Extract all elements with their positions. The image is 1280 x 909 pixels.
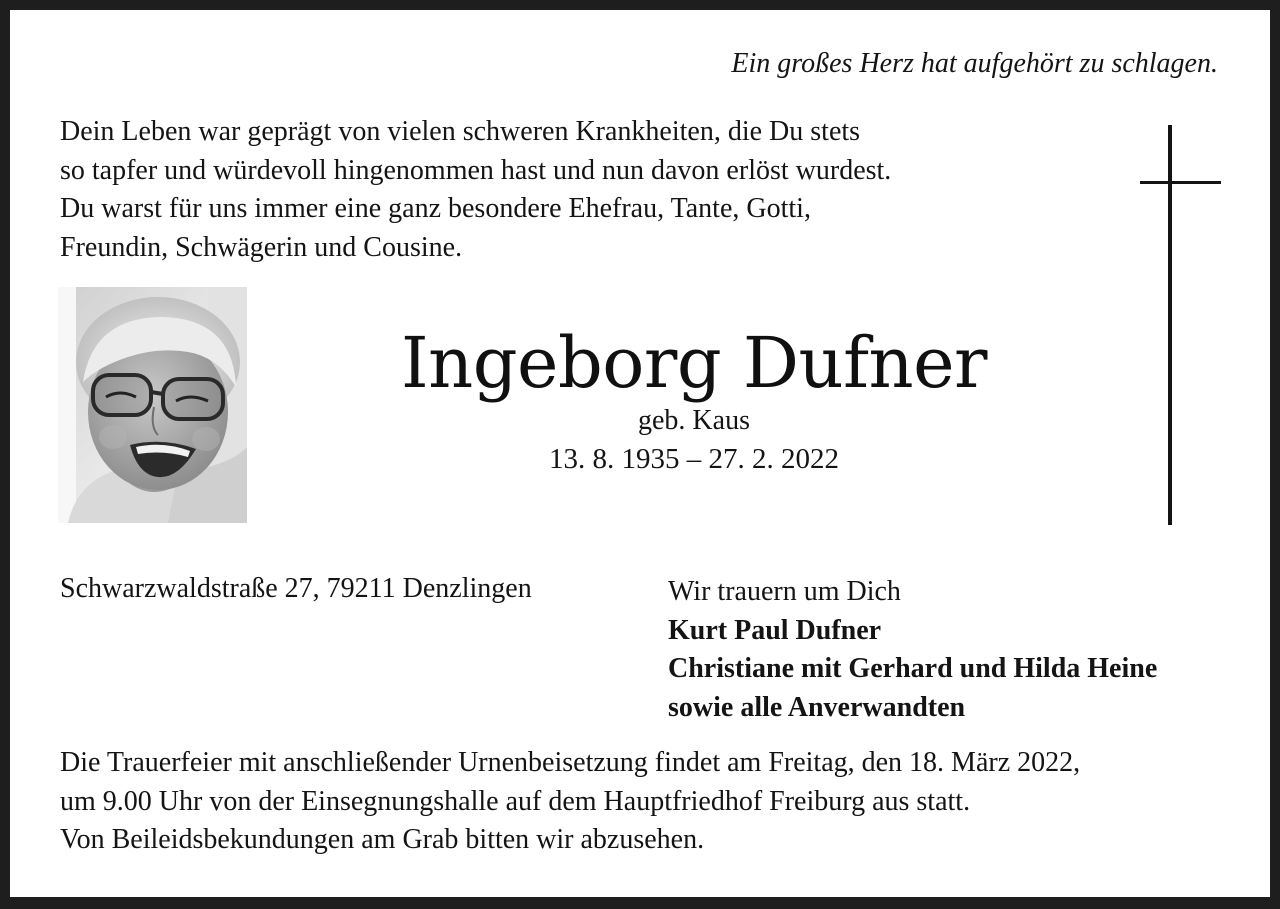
intro-line: Du warst für uns immer eine ganz besondere Ehefrau, Tante, Gotti, <box>60 193 811 224</box>
address: Schwarzwaldstraße 27, 79211 Denzlingen <box>60 573 532 604</box>
notice-line: um 9.00 Uhr von der Einsegnungshalle auf dem Hauptfriedhof Freiburg aus statt. <box>60 785 971 817</box>
intro-line: Freundin, Schwägerin und Cousine. <box>60 231 463 263</box>
funeral-notice <box>60 744 1080 860</box>
cross-vertical-bar <box>1168 125 1172 525</box>
maiden-name: geb. Kaus <box>638 405 750 436</box>
notice-line: Von Beileidsbekundungen am Grab bitten wir abzusehen. <box>60 824 705 855</box>
mourner-name: Kurt Paul Dufner <box>668 614 882 646</box>
mourners-intro: Wir trauern um Dich <box>668 576 901 607</box>
mourner-name: Christiane mit Gerhard und Hilda Heine <box>668 653 1158 684</box>
mourners-block <box>668 573 1157 727</box>
intro-line: so tapfer und würdevoll hingenommen hast und nun davon erlöst wurdest. <box>60 154 892 186</box>
obituary-card <box>10 10 1270 897</box>
life-dates: 13. 8. 1935 – 27. 2. 2022 <box>549 443 839 475</box>
intro-text <box>60 113 891 267</box>
mourner-name: sowie alle Anverwandten <box>668 691 966 723</box>
notice-line: Die Trauerfeier mit anschließender Urnenbeisetzung findet am Freitag, den 18. März 2022, <box>60 747 1081 778</box>
cross-horizontal-bar <box>1140 181 1221 184</box>
portrait-photo <box>58 287 247 523</box>
motto: Ein großes Herz hat aufgehört zu schlagen. <box>731 48 1218 79</box>
deceased-name: Ingeborg Dufner <box>400 322 988 404</box>
intro-line: Dein Leben war geprägt von vielen schweren Krankheiten, die Du stets <box>60 116 861 147</box>
